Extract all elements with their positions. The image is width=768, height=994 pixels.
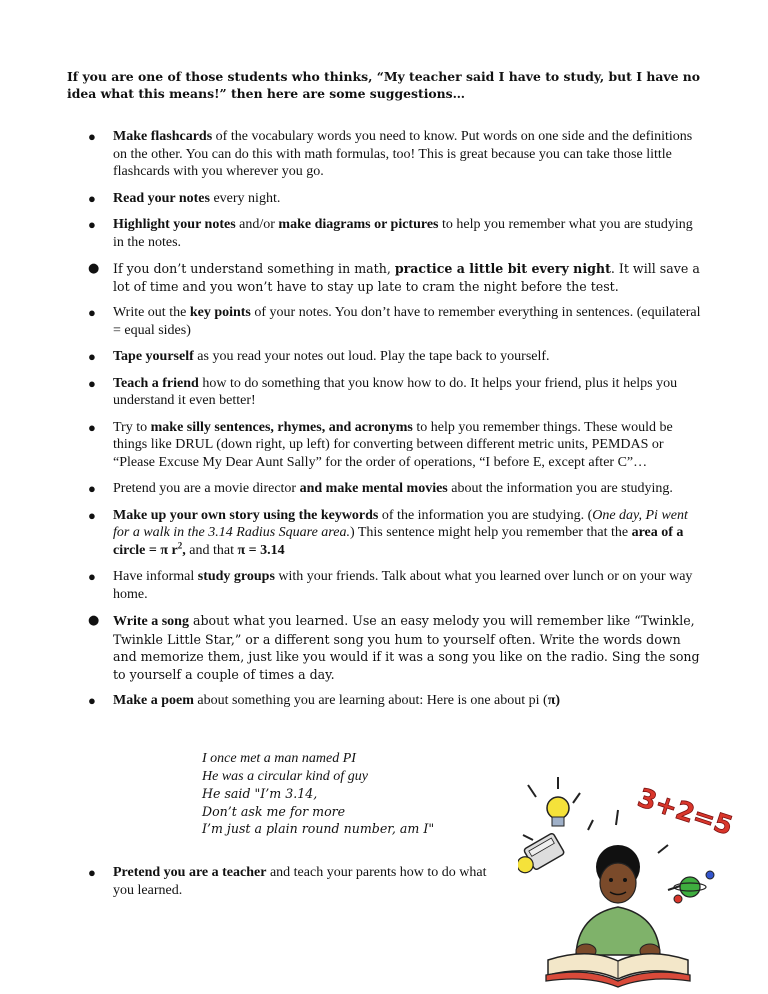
bullet-icon: ● [88,481,96,496]
list-item [0,692,703,710]
tip-bold: Write a song [113,614,189,629]
list-item [0,568,703,603]
poem-line: He was a circular kind of guy [202,768,368,784]
student-studying-clipart [518,775,738,990]
tip-bold: π = 3.14 [237,542,285,558]
tip-bold: practice a little bit every night [394,261,611,276]
bullet-icon: ● [88,305,96,320]
tip-text: as you read your notes out loud. Play the tape back to yourself. [193,349,550,364]
bullet-icon: ● [88,190,96,206]
tip-text: and that [185,542,238,558]
bullet-icon: ● [88,507,96,523]
list-item [0,128,703,181]
tip-text: of your notes. You don’t have to remember everything in sentences. (equilateral = equal sides) [113,305,701,338]
tip-text: . It will save a lot of time and you won’t have to stay up late to cram the night before the test. [113,261,700,294]
tip-text: how to do something that you know how to do. It helps your friend, plus it helps you understand it even better! [113,375,678,408]
list-item [0,864,493,899]
list-item [0,260,705,295]
tip-text: every night. [209,190,281,206]
tip-text: to help you remember what you are studying in the notes. [113,217,693,250]
tip-bold: study groups [197,569,275,584]
superscript: 2 [177,539,183,550]
tip-text: of the vocabulary words you need to know. Put words on one side and the definitions on the other. You can do this with math formulas, too! This is great because you can take those little flashcards with you wherever you go. [113,129,693,179]
tip-bold: make silly sentences, rhymes, and acronyms [150,419,413,435]
tip-bold: key points [189,305,251,320]
bullet-icon: ● [88,693,96,708]
tip-text: ) This sentence might help you remember that the [349,525,632,540]
tip-bold: Teach a friend [113,375,199,391]
tip-text: Write out the [113,305,190,320]
bullet-icon: ● [88,419,96,435]
tip-text: about what you learned. Use an easy melody you will remember like “Twinkle, Twinkle Little Star,” or a different song you hum to yourself often. Write the words down and memorize them, just like you would if it was a song you like on the radio. Sing the song to yourself a couple of times a day. [113,613,700,682]
tip-bold: , [182,542,186,558]
intro-heading: If you are one of those students who thinks, “My teacher said I have to study, but I have no idea what this means!” then here are some suggestions… [67,69,701,101]
tip-bold: Make a poem [113,693,194,708]
equation-text: 3+2=5 [633,783,737,842]
tip-text: about something you are learning about: Here is one about pi ( [193,693,548,708]
tip-text: Have informal [113,569,198,584]
tip-bold: Pretend you are a teacher [113,865,267,880]
poem-line: Don’t ask me for more [202,803,346,819]
bullet-icon: ● [88,375,96,391]
planet-icon [674,871,714,903]
tip-text: Try to [113,419,151,435]
poem-line: I’m just a plain round number, am I" [202,821,435,836]
bullet-icon: ● [88,613,100,628]
bullet-icon: ● [88,865,96,880]
pi-poem [202,750,434,838]
lightbulb-icon [547,797,569,826]
tip-text: Pretend you are a movie director [113,481,300,496]
list-item [0,348,703,366]
list-item [0,419,703,472]
bullet-icon: ● [88,349,96,364]
tip-bold: Read your notes [113,190,210,206]
bullet-icon: ● [88,569,96,584]
tip-bold: Highlight your notes [113,217,236,232]
bullet-icon: ● [88,261,100,276]
tip-bold: π) [547,693,561,708]
tip-bold: Tape yourself [113,349,194,364]
list-item [0,480,703,498]
list-item [0,216,703,251]
tip-text: with your friends. Talk about what you learned over lunch or on your way home. [113,569,693,602]
tip-bold: and make mental movies [299,481,448,496]
tip-text: and teach your parents how to do what you learned. [113,865,487,898]
tip-bold: Make up your own story using the keywords [113,507,379,523]
poem-line: I once met a man named PI [202,751,356,766]
calculator-icon [518,833,565,878]
bullet-icon: ● [88,129,96,144]
tip-text: of the information you are studying. ( [378,507,593,523]
list-item [0,304,703,339]
list-item [0,375,703,410]
book-icon [546,954,690,987]
tip-bold: make diagrams or pictures [278,217,439,232]
tip-italic: One day, Pi went for a walk in the 3.14 Radius Square area. [113,507,688,540]
bullet-icon: ● [88,217,96,232]
list-item [0,612,703,683]
list-item [0,507,703,560]
tip-text: If you don’t understand something in math, [113,261,395,276]
list-item [0,190,703,208]
tip-bold: Make flashcards [113,129,213,144]
poem-line: He said "I’m 3.14, [202,786,318,801]
tip-bold: area of a circle = π r [113,525,684,558]
tip-text: and/or [235,217,279,232]
tip-text: about the information you are studying. [447,481,673,496]
tip-text: to help you remember things. These would be things like DRUL (down right, up left) for converting between different metric units, PEMDAS or “Please Excuse My Dear Aunt Sally” for the order of operations, “I before E, except after C”… [113,419,673,470]
student-figure [576,845,660,958]
